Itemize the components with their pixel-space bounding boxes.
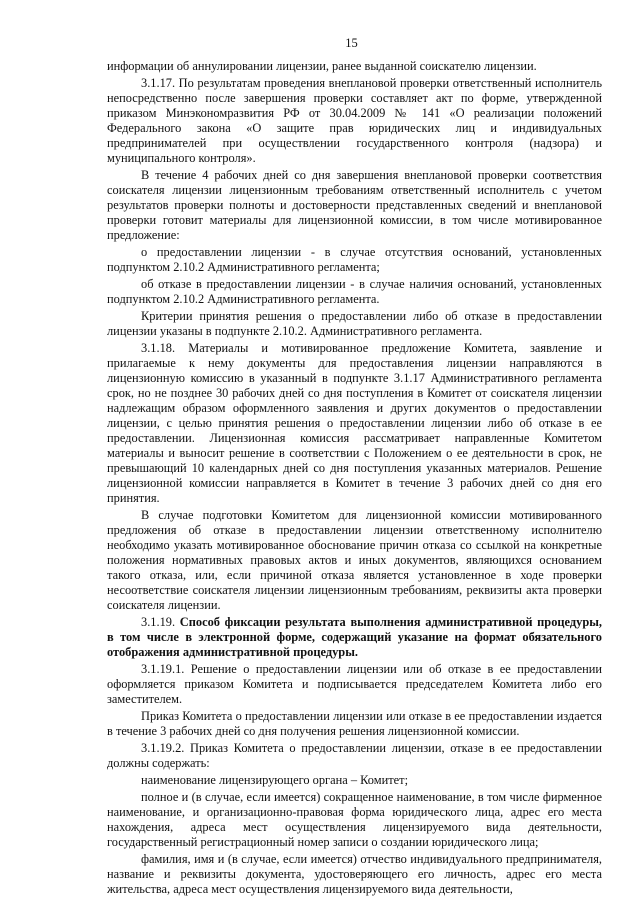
- paragraph: Приказ Комитета о предоставлении лицензии или отказе в ее предоставлении издается в течение 3 рабочих дней со дня получения решения лицензионной комиссии.: [107, 709, 602, 738]
- document-body: [107, 59, 602, 897]
- page-number: 15: [345, 36, 358, 50]
- paragraph: 3.1.19.2. Приказ Комитета о предоставлении лицензии, отказе в ее предоставлении должны содержать:: [107, 741, 602, 770]
- paragraph: полное и (в случае, если имеется) сокращенное наименование, в том числе фирменное наименование, и организационно-правовая форма юридического лица, адрес его места нахождения, адреса мест осуществления лицензируемого вида деятельности, государственный регистрационный номер записи о создании юридического лица;: [107, 790, 602, 849]
- paragraph: фамилия, имя и (в случае, если имеется) отчество индивидуального предпринимателя, название и реквизиты документа, удостоверяющего его личность, адрес его места жительства, адреса мест осуществления лицензируемого вида деятельности,: [107, 852, 602, 896]
- paragraph: информации об аннулировании лицензии, ранее выданной соискателю лицензии.: [107, 59, 537, 73]
- section-heading: Способ фиксации результата выполнения административной процедуры, в том числе в электронной форме, содержащий указание на формат обязательного отображения административной процедуры.: [107, 615, 602, 659]
- paragraph: В случае подготовки Комитетом для лицензионной комиссии мотивированного предложения об отказе в предоставлении лицензии ответственному исполнителю необходимо указать мотивированное обоснование причин отказа со ссылкой на конкретные положения нормативных правовых актов и иных документов, являющихся основанием такого отказа, или, если причиной отказа является установленное в ходе проверки несоответствие соискателя лицензии лицензионным требованиям, реквизиты акта проверки соискателя лицензии.: [107, 508, 602, 612]
- paragraph: об отказе в предоставлении лицензии - в случае наличия оснований, установленных подпунктом 2.10.2 Административного регламента.: [107, 277, 602, 306]
- section-heading-paragraph: [107, 615, 602, 660]
- section-number: 3.1.19.: [141, 615, 180, 629]
- paragraph: наименование лицензирующего органа – Комитет;: [141, 773, 409, 787]
- paragraph: В течение 4 рабочих дней со дня завершения внеплановой проверки соответствия соискателя лицензии лицензионным требованиям ответственный исполнитель с учетом результатов проверки полноты и достоверности представленных сведений и внеплановой проверки готовит материалы для лицензионной комиссии, в том числе мотивированное предложение:: [107, 168, 602, 242]
- paragraph: 3.1.19.1. Решение о предоставлении лицензии или об отказе в ее предоставлении оформляется приказом Комитета и подписывается председателем Комитета либо его заместителем.: [107, 662, 602, 706]
- paragraph: о предоставлении лицензии - в случае отсутствия оснований, установленных подпунктом 2.10.2 Административного регламента;: [107, 245, 602, 274]
- paragraph: 3.1.17. По результатам проведения внеплановой проверки ответственный исполнитель непосредственно после завершения проверки составляет акт по форме, утвержденной приказом Минэкономразвития РФ от 30.04.2009 № 141 «О реализации положений Федерального закона «О защите прав юридических лиц и индивидуальных предпринимателей при осуществлении государственного контроля (надзора) и муниципального контроля».: [107, 76, 602, 165]
- paragraph: 3.1.18. Материалы и мотивированное предложение Комитета, заявление и прилагаемые к нему документы для предоставления лицензии направляются в лицензионную комиссию в указанный в подпункте 3.1.17 Административного регламента срок, но не позднее 30 рабочих дней со дня поступления в Комитет от соискателя лицензии надлежащим образом оформленного заявления и других документов о предоставлении лицензии, с целью принятия решения о предоставлении лицензии либо об отказе в ее предоставлении. Лицензионная комиссия рассматривает направленные Комитетом материалы и выносит решение в соответствии с Положением о ее деятельности в срок, не превышающий 10 календарных дней со дня поступления указанных материалов. Решение лицензионной комиссии направляется в Комитет в течение 3 рабочих дней со дня его принятия.: [107, 341, 602, 505]
- paragraph: Критерии принятия решения о предоставлении либо об отказе в предоставлении лицензии указаны в подпункте 2.10.2. Административного регламента.: [107, 309, 602, 338]
